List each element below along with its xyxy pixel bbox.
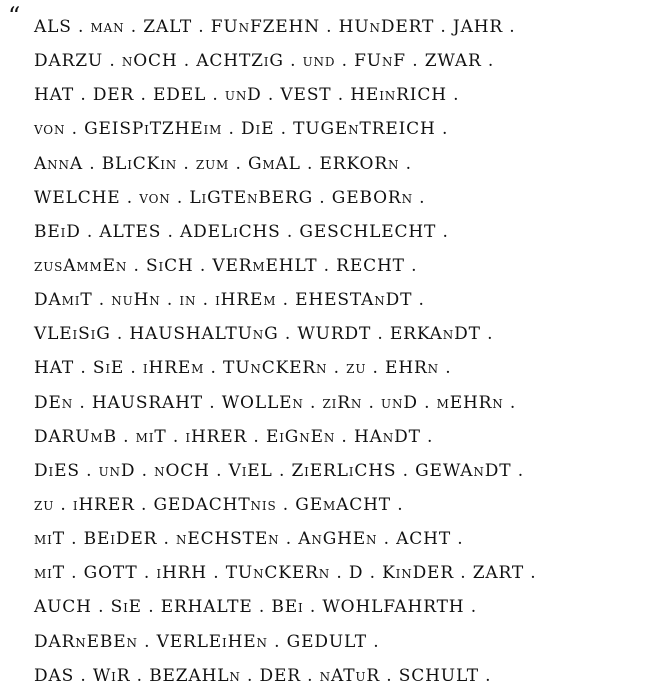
inscription-line-12: DEn . HAUSRAHT . WOLLEn . ziRn . unD . mEHRn . [34,392,517,413]
inscription-line-16: miT . BEiDER . nECHSTEn . AnGHEn . ACHT . [34,529,464,550]
inscription-text [34,10,660,693]
inscription-line-5: AnnA . BLiCKin . zum . GmAL . ERKORn . [34,153,412,174]
inscription-line-9: DAmiT . nuHn . in . iHREm . EHESTAnDT . [34,290,425,311]
inscription-line-10: VLEiSiG . HAUSHALTUnG . WURDT . ERKAnDT . [34,324,494,345]
inscription-line-19: DARnEBEn . VERLEiHEn . GEDULT . [34,631,380,652]
inscription-line-11: HAT . SiE . iHREm . TUnCKERn . zu . EHRn . [34,358,452,379]
inscription-line-18: AUCH . SiE . ERHALTE . BEi . WOHLFAHRTH . [34,597,477,618]
inscription-line-14: DiES . unD . nOCH . ViEL . ZiERLiCHS . GEWAnDT . [34,460,524,481]
inscription-line-4: von . GEISPiTZHEim . DiE . TUGEnTREICH . [34,119,449,140]
inscription-line-3: HAT . DER . EDEL . unD . VEST . HEinRICH . [34,85,460,106]
inscription-line-6: WELCHE . von . LiGTEnBERG . GEBORn . [34,187,426,208]
inscription-line-20: DAS . WiR . BEZAHLn . DER . nATuR . SCHULT . [34,665,492,686]
inscription-line-7: BEiD . ALTES . ADELiCHS . GESCHLECHT . [34,221,449,242]
inscription-line-1: ALS . man . ZALT . FUnFZEHN . HUnDERT . JAHR . [34,17,516,37]
inscription-line-15: zu . iHRER . GEDACHTnis . GEmACHT . [34,494,404,515]
inscription-line-8: zusAmmEn . SiCH . VERmEHLT . RECHT . [34,255,418,276]
inscription-line-2: DARZU . nOCH . ACHTZiG . und . FUnF . ZWAR . [34,51,495,72]
inscription-line-17: miT . GOTT . iHRH . TUnCKERn . D . KinDER . ZART . [34,563,537,584]
inscription-line-13: DARUmB . miT . iHRER . EiGnEn . HAnDT . [34,426,434,447]
opening-quote-mark: “ [8,2,21,30]
